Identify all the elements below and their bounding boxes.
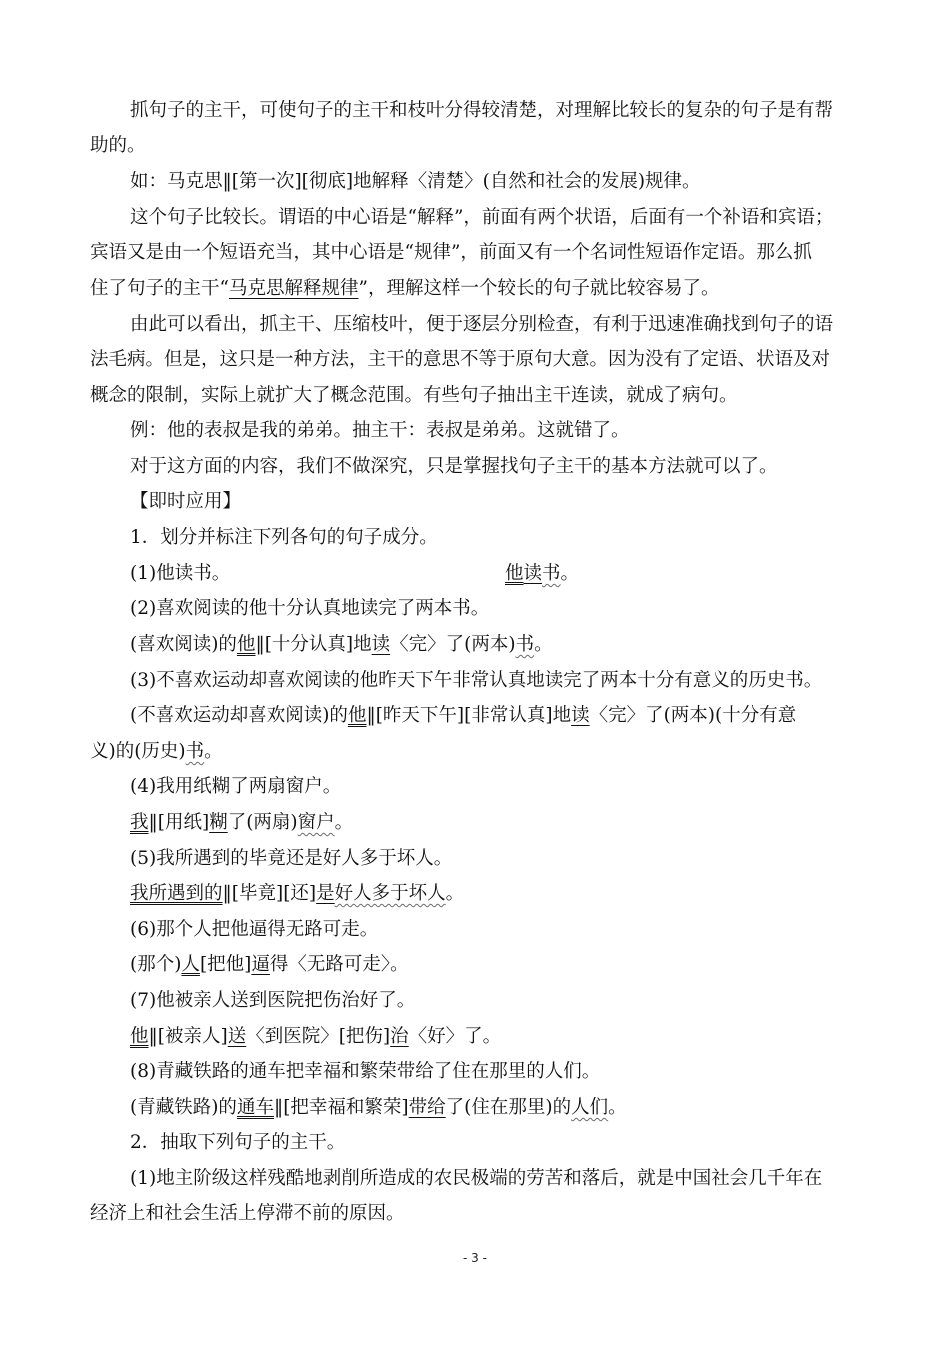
object-marked: 书: [542, 563, 561, 584]
subject-marked: 他: [130, 1026, 149, 1047]
text-run: 。: [445, 883, 465, 904]
attribute-part: (不喜欢运动却喜欢阅读)的: [130, 705, 348, 726]
predicate-marked: 逼: [251, 954, 270, 975]
attribute-part: (青藏铁路)的: [130, 1097, 237, 1118]
answer-markup: [130, 1025, 870, 1049]
object-marked: 书: [515, 634, 535, 655]
adverbial-part: ‖[毕竟][还]: [222, 883, 317, 904]
object-marked: 好人多于坏人: [334, 883, 446, 904]
sentence-text: (1)他读书。: [130, 563, 231, 584]
complement-part: 得〈无路可走〉。: [269, 954, 409, 975]
predicate-marked: 读: [371, 634, 391, 655]
predicate-marked: 治: [390, 1026, 409, 1047]
answer-markup: [130, 953, 870, 977]
predicate-marked: 糊: [209, 812, 228, 833]
paragraph-line: [90, 277, 870, 301]
predicate-marked: 是: [316, 883, 335, 904]
answer-markup: [130, 811, 870, 835]
answer-markup: [130, 1096, 870, 1120]
predicate-marked: 带给: [408, 1097, 446, 1118]
adverbial-part: ‖[十分认真]地: [255, 634, 372, 655]
answer-markup: [130, 704, 870, 728]
attribute-part: 了(住在那里)的: [445, 1097, 572, 1118]
paragraph-line: 对于这方面的内容，我们不做深究，只是掌握找句子主干的基本方法就可以了。: [130, 456, 778, 477]
subject-marked: 他: [505, 563, 524, 584]
attribute-part: 义)的(历史): [90, 741, 186, 762]
question-sentence: (7)他被亲人送到医院把伤治好了。: [130, 990, 416, 1011]
answer-markup: [90, 740, 870, 764]
predicate-marked: 读: [571, 705, 590, 726]
question-title: 1．划分并标注下列各句的句子成分。: [130, 527, 438, 548]
question-sentence: (3)不喜欢运动却喜欢阅读的他昨天下午非常认真地读完了两本十分有意义的历史书。: [130, 670, 823, 691]
paragraph-line: 抓句子的主干，可使句子的主干和枝叶分得较清楚，对理解比较长的复杂的句子是有帮: [130, 100, 834, 121]
paragraph-line: 宾语又是由一个短语充当，其中心语是“规律”，前面又有一个名词性短语作定语。那么抓: [90, 242, 812, 263]
paragraph-line: 由此可以看出，抓主干、压缩枝叶，便于逐层分别检查，有利于迅速准确找到句子的语: [130, 314, 834, 335]
adverbial-part: ‖[用纸]: [148, 812, 210, 833]
predicate-marked: 送: [227, 1026, 247, 1047]
subject-marked: 人: [181, 954, 200, 975]
page-number: - 3 -: [463, 1251, 487, 1265]
section-title: 【即时应用】: [130, 491, 242, 512]
attribute-part: (喜欢阅读)的: [130, 634, 237, 655]
complement-part: 〈好〉了。: [408, 1026, 502, 1047]
answer-markup: [130, 633, 870, 657]
subject-marked: 他: [347, 705, 367, 726]
adverbial-part: [把他]: [199, 954, 252, 975]
object-marked: 书: [185, 741, 205, 762]
subject-marked: 我所遇到的: [130, 883, 223, 904]
question-sentence: (2)喜欢阅读的他十分认真地读完了两本书。: [130, 598, 490, 619]
adverbial-part: ‖[昨天下午][非常认真]地: [366, 705, 572, 726]
paragraph-line: 这个句子比较长。谓语的中心语是“解释”，前面有两个状语，后面有一个补语和宾语；: [130, 207, 834, 228]
complement-part: 〈到医院〉[把伤]: [246, 1026, 391, 1047]
text-run: 。: [608, 1097, 627, 1118]
text-run: 。: [334, 812, 354, 833]
text-run: 。: [204, 741, 223, 762]
subject-marked: 他: [236, 634, 256, 655]
paragraph-line: 助的。: [90, 135, 146, 156]
object-marked: 人们: [571, 1097, 609, 1118]
attribute-part: (那个): [130, 954, 182, 975]
text-run: 。: [560, 563, 580, 584]
adverbial-part: ‖[把幸福和繁荣]: [273, 1097, 409, 1118]
complement-part: 〈完〉了(两本): [390, 634, 516, 655]
paragraph-line: 概念的限制，实际上就扩大了概念范围。有些句子抽出主干连读，就成了病句。: [90, 385, 738, 406]
question-sentence: (4)我用纸糊了两扇窗户。: [130, 776, 342, 797]
answer-markup: [505, 562, 579, 586]
question-sentence: (1)地主阶级这样残酷地剥削所造成的农民极端的劳苦和落后，就是中国社会几千年在: [130, 1168, 823, 1189]
question-sentence: [130, 562, 870, 586]
question-sentence: (6)那个人把他逼得无路可走。: [130, 919, 379, 940]
paragraph-line: 法毛病。但是，这只是一种方法，主干的意思不等于原句大意。因为没有了定语、状语及对: [90, 349, 831, 370]
subject-marked: 通车: [236, 1097, 274, 1118]
predicate-marked: 读: [523, 563, 543, 584]
question-sentence: (5)我所遇到的毕竟还是好人多于坏人。: [130, 848, 453, 869]
question-sentence: (8)青藏铁路的通车把幸福和繁荣带给了住在那里的人们。: [130, 1061, 601, 1082]
adverbial-part: ‖[被亲人]: [148, 1026, 228, 1047]
object-marked: 窗户: [297, 812, 335, 833]
attribute-part: 了(两扇): [227, 812, 298, 833]
answer-markup: [130, 882, 870, 906]
complement-part: 〈完〉了(两本)(十分有意: [589, 705, 797, 726]
text-run: 住了句子的主干“: [90, 278, 229, 299]
example-line: 如：马克思‖[第一次][彻底]地解释〈清楚〉(自然和社会的发展)规律。: [130, 171, 701, 192]
text-run: 。: [534, 634, 553, 655]
question-title: 2．抽取下列句子的主干。: [130, 1132, 346, 1153]
text-run: ”，理解这样一个较长的句子就比较容易了。: [358, 278, 720, 299]
subject-marked: 我: [130, 812, 149, 833]
sentence-trunk: 马克思解释规律: [228, 278, 359, 299]
question-sentence: 经济上和社会生活上停滞不前的原因。: [90, 1203, 405, 1224]
paragraph-line: 例：他的表叔是我的弟弟。抽主干：表叔是弟弟。这就错了。: [130, 420, 630, 441]
